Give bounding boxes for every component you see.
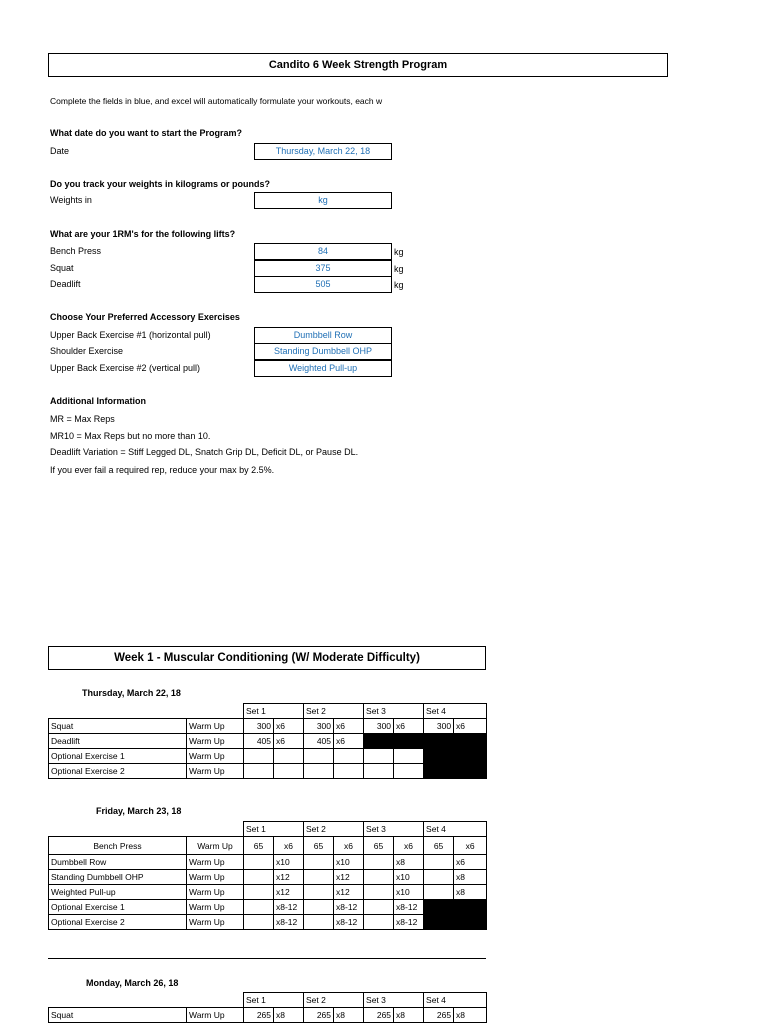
blocked-cell bbox=[454, 749, 487, 764]
weight-cell bbox=[244, 749, 274, 764]
table-row bbox=[49, 749, 487, 764]
bench-press-1rm-field[interactable]: 84 bbox=[254, 243, 392, 260]
weight-cell bbox=[364, 900, 394, 915]
additional-line-2: MR10 = Max Reps but no more than 10. bbox=[50, 431, 211, 441]
reps-cell: x10 bbox=[394, 870, 424, 885]
set-label: Set 2 bbox=[304, 704, 364, 719]
table-row bbox=[49, 1008, 487, 1023]
warm-up-cell: Warm Up bbox=[187, 734, 244, 749]
reps-cell: x12 bbox=[334, 870, 364, 885]
instructions-text: Complete the fields in blue, and excel will automatically formulate your workouts, each w bbox=[50, 96, 383, 106]
exercise-name: Standing Dumbbell OHP bbox=[49, 870, 187, 885]
reps-cell: x10 bbox=[334, 855, 364, 870]
exercise-name: Optional Exercise 1 bbox=[49, 749, 187, 764]
reps-cell: x8-12 bbox=[394, 900, 424, 915]
reps-cell: x10 bbox=[394, 885, 424, 900]
reps-cell bbox=[334, 764, 364, 779]
set-label: Set 1 bbox=[244, 993, 304, 1008]
table-row bbox=[49, 915, 487, 930]
accessory-1-field[interactable]: Dumbbell Row bbox=[254, 327, 392, 344]
set-label: Set 3 bbox=[364, 993, 424, 1008]
weight-cell bbox=[364, 749, 394, 764]
reps-cell: x6 bbox=[454, 837, 487, 855]
accessory-question: Choose Your Preferred Accessory Exercises bbox=[50, 312, 240, 322]
weight-cell bbox=[304, 900, 334, 915]
warm-up-cell: Warm Up bbox=[187, 855, 244, 870]
set-label: Set 2 bbox=[304, 993, 364, 1008]
weight-cell bbox=[304, 764, 334, 779]
weight-cell: 300 bbox=[304, 719, 334, 734]
reps-cell bbox=[274, 764, 304, 779]
weight-cell: 65 bbox=[304, 837, 334, 855]
weight-cell: 300 bbox=[364, 719, 394, 734]
reps-cell: x8-12 bbox=[334, 915, 364, 930]
weight-cell: 300 bbox=[244, 719, 274, 734]
additional-line-1: MR = Max Reps bbox=[50, 414, 115, 424]
exercise-name: Optional Exercise 2 bbox=[49, 915, 187, 930]
day1-table bbox=[48, 703, 487, 779]
table-row bbox=[49, 719, 487, 734]
reps-cell: x8 bbox=[394, 855, 424, 870]
reps-cell: x6 bbox=[394, 719, 424, 734]
set-label: Set 3 bbox=[364, 704, 424, 719]
reps-cell bbox=[334, 749, 364, 764]
reps-cell: x8 bbox=[334, 1008, 364, 1023]
blocked-cell bbox=[394, 734, 424, 749]
day3-set-header bbox=[49, 993, 487, 1008]
reps-cell: x8-12 bbox=[334, 900, 364, 915]
day3-date: Monday, March 26, 18 bbox=[86, 978, 179, 988]
weight-cell: 265 bbox=[424, 1008, 454, 1023]
set-label: Set 1 bbox=[244, 822, 304, 837]
weight-cell bbox=[364, 870, 394, 885]
deadlift-1rm-field[interactable]: 505 bbox=[254, 276, 392, 293]
warm-up-cell: Warm Up bbox=[187, 1008, 244, 1023]
weight-cell bbox=[424, 855, 454, 870]
exercise-name: Weighted Pull-up bbox=[49, 885, 187, 900]
exercise-name: Bench Press bbox=[49, 837, 187, 855]
additional-heading: Additional Information bbox=[50, 396, 146, 406]
weight-cell bbox=[244, 885, 274, 900]
blocked-cell bbox=[364, 734, 394, 749]
reps-cell bbox=[394, 764, 424, 779]
reps-cell: x12 bbox=[334, 885, 364, 900]
weight-cell bbox=[244, 900, 274, 915]
set-label: Set 1 bbox=[244, 704, 304, 719]
accessory-2-field[interactable]: Standing Dumbbell OHP bbox=[254, 343, 392, 360]
accessory-3-label: Upper Back Exercise #2 (vertical pull) bbox=[50, 363, 201, 373]
blocked-cell bbox=[454, 764, 487, 779]
units-question: Do you track your weights in kilograms or pounds? bbox=[50, 179, 271, 189]
weight-cell: 265 bbox=[244, 1008, 274, 1023]
blocked-cell bbox=[454, 734, 487, 749]
program-title-text: Candito 6 Week Strength Program bbox=[268, 59, 448, 71]
table-row bbox=[49, 885, 487, 900]
day2-table bbox=[48, 821, 487, 930]
exercise-name: Deadlift bbox=[49, 734, 187, 749]
reps-cell: x8 bbox=[274, 1008, 304, 1023]
reps-cell: x8-12 bbox=[274, 915, 304, 930]
blocked-cell bbox=[424, 734, 454, 749]
additional-line-3: Deadlift Variation = Stiff Legged DL, Snatch Grip DL, Deficit DL, or Pause DL. bbox=[50, 447, 359, 457]
table-row bbox=[49, 764, 487, 779]
accessory-2-label: Shoulder Exercise bbox=[50, 346, 124, 356]
program-title bbox=[48, 53, 668, 77]
reps-cell: x6 bbox=[274, 734, 304, 749]
weight-cell: 405 bbox=[244, 734, 274, 749]
reps-cell: x10 bbox=[274, 855, 304, 870]
deadlift-unit: kg bbox=[394, 280, 404, 290]
deadlift-label: Deadlift bbox=[50, 279, 81, 289]
section-divider bbox=[48, 958, 486, 959]
start-date-question: What date do you want to start the Program? bbox=[50, 128, 243, 138]
reps-cell: x12 bbox=[274, 885, 304, 900]
reps-cell: x6 bbox=[334, 734, 364, 749]
blocked-cell bbox=[454, 915, 487, 930]
bench-press-unit: kg bbox=[394, 247, 404, 257]
weight-cell bbox=[364, 764, 394, 779]
start-date-field[interactable]: Thursday, March 22, 18 bbox=[254, 143, 392, 160]
day3-table bbox=[48, 992, 487, 1023]
day2-set-header bbox=[49, 822, 487, 837]
weight-cell bbox=[364, 855, 394, 870]
reps-cell: x6 bbox=[274, 837, 304, 855]
weight-cell bbox=[244, 855, 274, 870]
exercise-name: Dumbbell Row bbox=[49, 855, 187, 870]
warm-up-cell: Warm Up bbox=[187, 764, 244, 779]
reps-cell: x8 bbox=[454, 885, 487, 900]
table-row bbox=[49, 870, 487, 885]
weight-cell bbox=[244, 870, 274, 885]
warm-up-cell: Warm Up bbox=[187, 900, 244, 915]
accessory-3-field[interactable]: Weighted Pull-up bbox=[254, 360, 392, 377]
reps-cell: x8 bbox=[454, 1008, 487, 1023]
blocked-cell bbox=[424, 915, 454, 930]
set-label: Set 4 bbox=[424, 704, 487, 719]
set-label: Set 4 bbox=[424, 822, 487, 837]
weight-cell: 65 bbox=[424, 837, 454, 855]
table-row bbox=[49, 855, 487, 870]
set-label: Set 3 bbox=[364, 822, 424, 837]
table-row bbox=[49, 837, 487, 855]
weight-cell bbox=[304, 915, 334, 930]
weight-cell: 65 bbox=[364, 837, 394, 855]
start-date-label: Date bbox=[50, 146, 70, 156]
reps-cell: x8 bbox=[454, 870, 487, 885]
exercise-name: Squat bbox=[49, 719, 187, 734]
warm-up-cell: Warm Up bbox=[187, 885, 244, 900]
reps-cell: x8-12 bbox=[394, 915, 424, 930]
blocked-cell bbox=[424, 900, 454, 915]
blocked-cell bbox=[424, 764, 454, 779]
reps-cell: x8 bbox=[394, 1008, 424, 1023]
reps-cell bbox=[394, 749, 424, 764]
blocked-cell bbox=[424, 749, 454, 764]
reps-cell bbox=[274, 749, 304, 764]
reps-cell: x6 bbox=[274, 719, 304, 734]
exercise-name: Optional Exercise 2 bbox=[49, 764, 187, 779]
day2-date: Friday, March 23, 18 bbox=[96, 806, 182, 816]
squat-unit: kg bbox=[394, 264, 404, 274]
table-row bbox=[49, 734, 487, 749]
reps-cell: x8-12 bbox=[274, 900, 304, 915]
weight-cell: 300 bbox=[424, 719, 454, 734]
units-field[interactable]: kg bbox=[254, 192, 392, 209]
weight-cell bbox=[304, 749, 334, 764]
reps-cell: x6 bbox=[394, 837, 424, 855]
set-label: Set 4 bbox=[424, 993, 487, 1008]
weight-cell bbox=[364, 885, 394, 900]
table-row bbox=[49, 900, 487, 915]
week1-title bbox=[48, 646, 486, 670]
warm-up-cell: Warm Up bbox=[187, 870, 244, 885]
weight-cell: 265 bbox=[364, 1008, 394, 1023]
day1-date: Thursday, March 22, 18 bbox=[82, 688, 181, 698]
day1-set-header bbox=[49, 704, 487, 719]
units-label: Weights in bbox=[50, 195, 92, 205]
weight-cell: 405 bbox=[304, 734, 334, 749]
reps-cell: x6 bbox=[454, 719, 487, 734]
weight-cell: 65 bbox=[244, 837, 274, 855]
weight-cell: 265 bbox=[304, 1008, 334, 1023]
weight-cell bbox=[304, 885, 334, 900]
accessory-1-label: Upper Back Exercise #1 (horizontal pull) bbox=[50, 330, 211, 340]
exercise-name: Optional Exercise 1 bbox=[49, 900, 187, 915]
reps-cell: x6 bbox=[334, 719, 364, 734]
reps-cell: x12 bbox=[274, 870, 304, 885]
blocked-cell bbox=[454, 900, 487, 915]
weight-cell bbox=[304, 870, 334, 885]
additional-line-4: If you ever fail a required rep, reduce your max by 2.5%. bbox=[50, 465, 275, 475]
weight-cell bbox=[364, 915, 394, 930]
weight-cell bbox=[304, 855, 334, 870]
week1-title-text: Week 1 - Muscular Conditioning (W/ Moderate Difficulty) bbox=[114, 652, 420, 664]
warm-up-cell: Warm Up bbox=[187, 915, 244, 930]
weight-cell bbox=[424, 885, 454, 900]
warm-up-cell: Warm Up bbox=[187, 837, 244, 855]
squat-label: Squat bbox=[50, 263, 74, 273]
reps-cell: x6 bbox=[454, 855, 487, 870]
one-rm-question: What are your 1RM's for the following lifts? bbox=[50, 229, 236, 239]
warm-up-cell: Warm Up bbox=[187, 719, 244, 734]
warm-up-cell: Warm Up bbox=[187, 749, 244, 764]
squat-1rm-field[interactable]: 375 bbox=[254, 260, 392, 277]
bench-press-label: Bench Press bbox=[50, 246, 102, 256]
exercise-name: Squat bbox=[49, 1008, 187, 1023]
weight-cell bbox=[424, 870, 454, 885]
reps-cell: x6 bbox=[334, 837, 364, 855]
weight-cell bbox=[244, 764, 274, 779]
set-label: Set 2 bbox=[304, 822, 364, 837]
weight-cell bbox=[244, 915, 274, 930]
